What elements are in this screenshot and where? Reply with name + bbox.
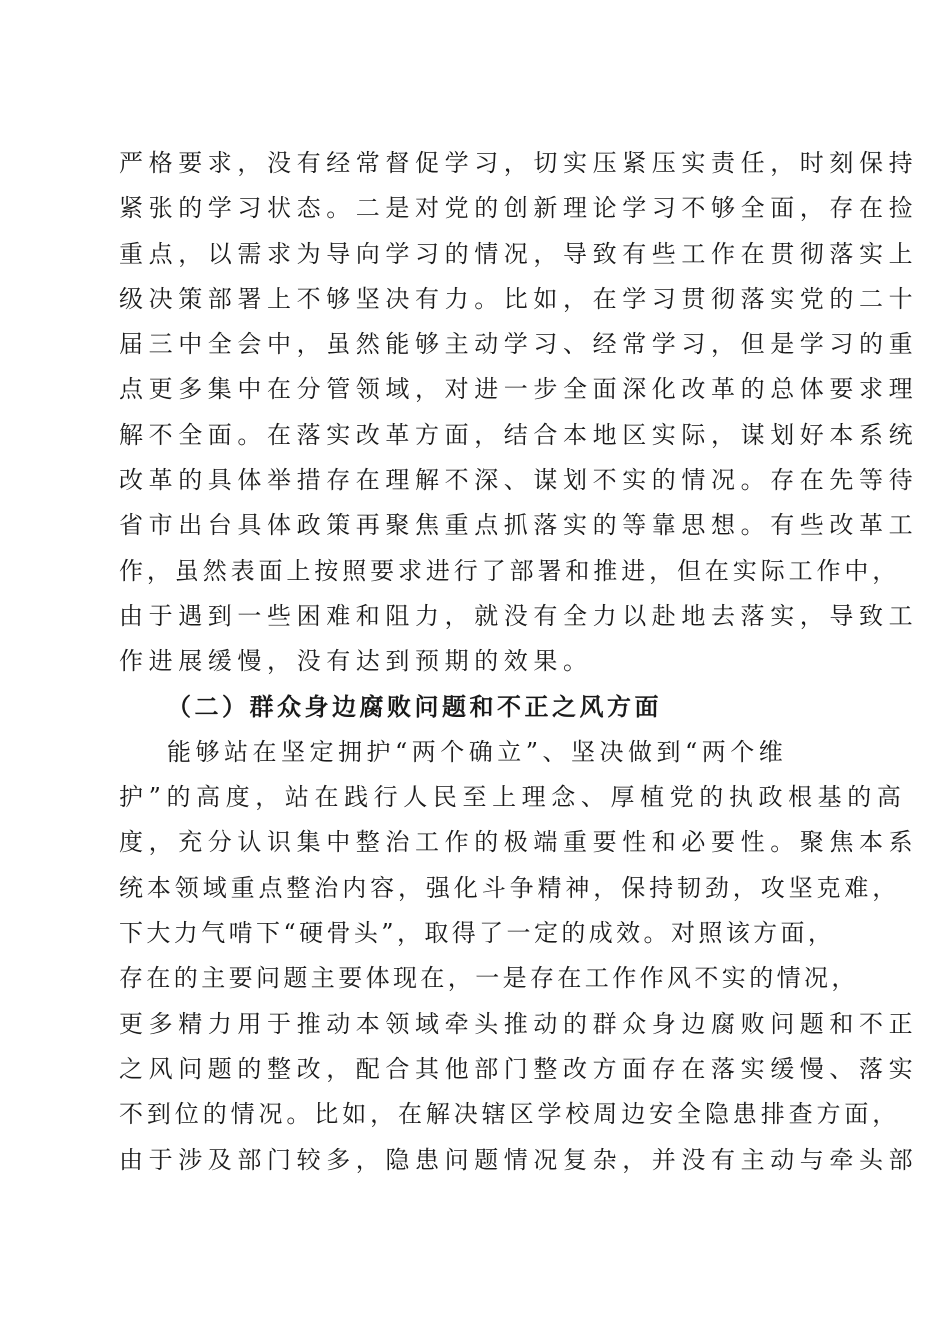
- paragraph-1: [119, 141, 919, 685]
- text-line: 届三中全会中，虽然能够主动学习、经常学习，但是学习的重: [119, 330, 919, 359]
- text-line: 下大力气啃下“硬骨头”，取得了一定的成效。对照该方面，: [119, 919, 836, 948]
- text-line: 省市出台具体政策再聚焦重点抓落实的等靠思想。有些改革工: [119, 511, 919, 540]
- document-body: [119, 141, 919, 1183]
- text-line: 由于涉及部门较多，隐患问题情况复杂，并没有主动与牵头部: [119, 1145, 919, 1174]
- text-line: 点更多集中在分管领域，对进一步全面深化改革的总体要求理: [119, 375, 919, 404]
- text-line: 不到位的情况。比如，在解决辖区学校周边安全隐患排查方面，: [119, 1100, 901, 1129]
- text-line: 护”的高度，站在践行人民至上理念、厚植党的执政根基的高: [119, 783, 907, 812]
- text-line: 能够站在坚定拥护“两个确立”、坚决做到“两个维: [167, 737, 788, 766]
- text-line: 严格要求，没有经常督促学习，切实压紧压实责任，时刻保持: [119, 149, 919, 177]
- text-line: 更多精力用于推动本领域牵头推动的群众身边腐败问题和不正: [119, 1009, 919, 1038]
- section-heading: （二）群众身边腐败问题和不正之风方面: [167, 692, 662, 721]
- text-line: 作进展缓慢，没有达到预期的效果。: [119, 647, 593, 676]
- text-line: 改革的具体举措存在理解不深、谋划不实的情况。存在先等待: [119, 466, 919, 495]
- text-line: 级决策部署上不够坚决有力。比如，在学习贯彻落实党的二十: [119, 284, 919, 313]
- text-line: 作，虽然表面上按照要求进行了部署和推进，但在实际工作中，: [119, 556, 901, 585]
- text-line: 度，充分认识集中整治工作的极端重要性和必要性。聚焦本系: [119, 828, 919, 857]
- text-line: 存在的主要问题主要体现在，一是存在工作作风不实的情况，: [119, 964, 859, 993]
- text-line: 解不全面。在落实改革方面，结合本地区实际，谋划好本系统: [119, 420, 919, 449]
- text-line: 之风问题的整改，配合其他部门整改方面存在落实缓慢、落实: [119, 1054, 919, 1083]
- text-line: 由于遇到一些困难和阻力，就没有全力以赴地去落实，导致工: [119, 601, 919, 630]
- text-line: 紧张的学习状态。二是对党的创新理论学习不够全面，存在捡: [119, 194, 919, 223]
- paragraph-2: [119, 730, 919, 1183]
- text-line: 统本领域重点整治内容，强化斗争精神，保持韧劲，攻坚克难，: [119, 873, 901, 902]
- text-line: 重点，以需求为导向学习的情况，导致有些工作在贯彻落实上: [119, 239, 919, 268]
